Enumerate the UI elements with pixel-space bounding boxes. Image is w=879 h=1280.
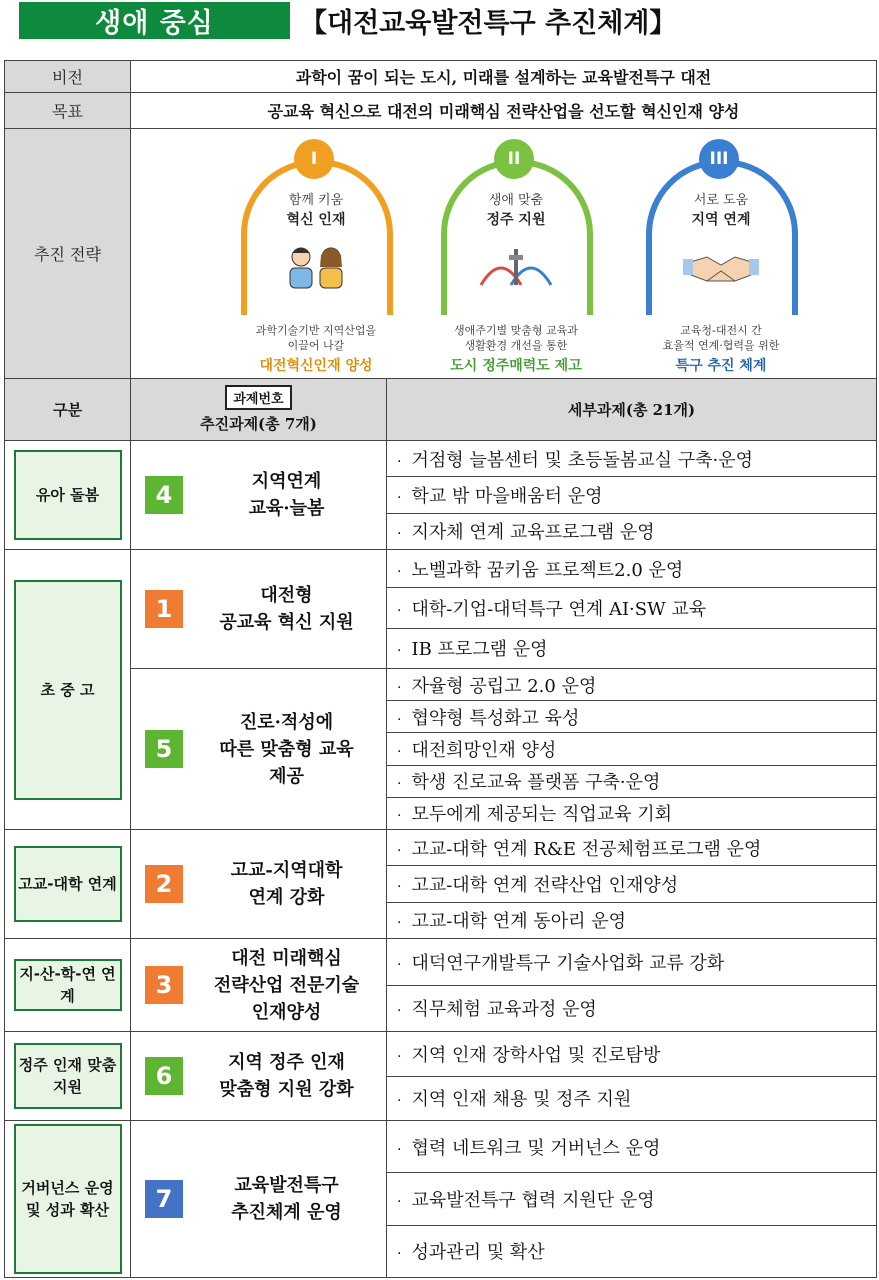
category-cell xyxy=(5,939,131,1032)
pillar-number-badge: I xyxy=(294,139,334,179)
bullet-icon: · xyxy=(397,776,402,793)
subtask-text: 대학-기업-대덕특구 연계 AI·SW 교육 xyxy=(411,598,707,620)
pillar-slogan: 특구 추진 체계 xyxy=(675,358,767,374)
vision-text: 과학이 꿈이 되는 도시, 미래를 설계하는 교육발전특구 대전 xyxy=(131,61,877,93)
subtask-item xyxy=(387,985,877,1032)
task-number-badge: 2 xyxy=(145,865,183,903)
goal-text: 공교육 혁신으로 대전의 미래핵심 전략산업을 선도할 혁신인재 양성 xyxy=(131,93,877,129)
bullet-icon: · xyxy=(397,743,402,760)
pillar-description: 생활환경 개선을 통한 xyxy=(464,339,568,352)
task-name xyxy=(189,582,384,636)
strategy-pillar-1 xyxy=(221,137,411,372)
subtask-text: 지역 인재 장학사업 및 진로탐방 xyxy=(411,1044,661,1066)
task-name-line: 지역 정주 인재 xyxy=(228,1052,345,1073)
pillar-description: 과학기술기반 지역산업을 xyxy=(255,324,377,337)
category-label: 초 중 고 xyxy=(14,580,122,800)
pillar-subtitle: 함께 키움 xyxy=(288,193,344,208)
subtask-item xyxy=(387,1076,877,1121)
subtask-text: 지자체 연계 교육프로그램 운영 xyxy=(411,522,655,544)
subtask-text: 자율형 공립고 2.0 운영 xyxy=(411,675,597,697)
category-label: 유아 돌봄 xyxy=(14,450,122,540)
strategy-panel xyxy=(131,129,877,379)
task-name-line: 추진체계 운영 xyxy=(231,1202,342,1223)
pillar-arch xyxy=(241,159,393,315)
task-name-line: 맞춤형 지원 강화 xyxy=(219,1079,354,1100)
bullet-icon: · xyxy=(397,1093,402,1110)
subtask-text: 성과관리 및 확산 xyxy=(411,1242,545,1264)
subtask-item xyxy=(387,939,877,986)
bullet-icon: · xyxy=(397,1048,402,1065)
task-number-badge: 3 xyxy=(145,966,183,1004)
bullet-icon: · xyxy=(397,842,402,859)
bullet-icon: · xyxy=(397,915,402,932)
handshake-icon xyxy=(681,241,761,291)
bullet-icon: · xyxy=(397,711,402,728)
bullet-icon: · xyxy=(397,563,402,580)
bullet-icon: · xyxy=(397,453,402,470)
task-number-label: 과제번호 xyxy=(225,385,291,410)
pillar-slogan: 도시 정주매력도 제고 xyxy=(450,358,582,374)
task-name-line: 진로·적성에 xyxy=(239,711,334,733)
task-name-line: 연계 강화 xyxy=(248,887,325,908)
bullet-icon: · xyxy=(397,1193,402,1210)
task-name-line: 지역연계 xyxy=(251,471,322,492)
category-cell xyxy=(5,1121,131,1278)
task-name-line: 대전형 xyxy=(260,585,313,606)
pillar-description: 효율적 연계·협력을 위한 xyxy=(662,339,780,352)
subtask-text: 교육발전특구 협력 지원단 운영 xyxy=(411,1189,655,1211)
pillar-subtitle: 서로 도움 xyxy=(693,193,749,208)
subtask-text: 고교-대학 연계 동아리 운영 xyxy=(411,911,626,933)
task-number-badge: 4 xyxy=(145,476,183,514)
subtask-text: 고교-대학 연계 전략산업 인재양성 xyxy=(411,874,679,896)
subtask-item xyxy=(387,441,877,477)
pillar-number-badge: II xyxy=(494,139,534,179)
subtask-item xyxy=(387,628,877,668)
subtask-item xyxy=(387,797,877,829)
bridge-icon xyxy=(476,241,556,291)
task-name-line: 제공 xyxy=(269,765,304,787)
subtask-text: 고교-대학 연계 R&E 전공체험프로그램 운영 xyxy=(411,838,762,860)
subtask-item xyxy=(387,1032,877,1077)
category-label: 지-산-학-연 연계 xyxy=(14,959,122,1011)
subtask-item xyxy=(387,588,877,628)
task-cell xyxy=(131,939,387,1032)
task-name-line: 교육·늘봄 xyxy=(248,498,325,519)
strategy-pillar-2 xyxy=(421,137,611,372)
pillar-arch xyxy=(646,159,798,315)
bullet-icon: · xyxy=(397,1246,402,1263)
subtask-item xyxy=(387,513,877,549)
task-number-badge: 7 xyxy=(145,1180,183,1218)
people-icon xyxy=(276,241,356,291)
subtask-item xyxy=(387,830,877,866)
bullet-icon: · xyxy=(397,1003,402,1020)
pillar-slogan: 대전혁신인재 양성 xyxy=(259,358,373,374)
task-name-line: 교육발전특구 xyxy=(234,1175,339,1196)
pillar-title: 혁신 인재 xyxy=(286,212,346,228)
pillar-description: 이끌어 나갈 xyxy=(287,339,345,352)
pillar-description: 생애주기별 맞춤형 교육과 xyxy=(454,324,578,337)
pillar-title: 지역 연계 xyxy=(691,212,751,228)
subtasks-header: 세부과제(총 21개) xyxy=(387,379,877,441)
task-cell xyxy=(131,550,387,669)
bullet-icon: · xyxy=(397,643,402,660)
bullet-icon: · xyxy=(397,808,402,825)
task-name xyxy=(189,857,384,911)
bullet-icon: · xyxy=(397,679,402,696)
subtask-text: 대덕연구개발특구 기술사업화 교류 강화 xyxy=(411,952,725,974)
task-cell xyxy=(131,1121,387,1278)
task-name-line: 전략산업 전문기술 xyxy=(213,974,360,996)
task-name xyxy=(189,1049,384,1103)
task-name xyxy=(189,709,384,790)
task-name xyxy=(189,468,384,522)
category-label: 고교-대학 연계 xyxy=(14,846,122,922)
subtask-text: 학교 밖 마을배움터 운영 xyxy=(411,485,603,507)
category-cell xyxy=(5,1032,131,1121)
subtask-text: 학생 진로교육 플랫폼 구축·운영 xyxy=(411,772,661,794)
header-badge: 생애 중심 xyxy=(19,2,290,39)
page-title: 【대전교육발전특구 추진체계】 xyxy=(300,8,677,39)
subtask-item xyxy=(387,1173,877,1225)
category-cell xyxy=(5,441,131,550)
subtask-item xyxy=(387,733,877,765)
task-name-line: 공교육 혁신 지원 xyxy=(219,612,354,633)
tasks-header-label: 추진과제(총 7개) xyxy=(200,415,317,433)
bullet-icon: · xyxy=(397,878,402,895)
subtask-item xyxy=(387,477,877,513)
subtask-item xyxy=(387,1121,877,1173)
subtask-text: 직무체험 교육과정 운영 xyxy=(411,999,597,1021)
subtask-text: 협약형 특성화고 육성 xyxy=(411,707,580,729)
subtask-text: 모두에게 제공되는 직업교육 기회 xyxy=(411,804,673,826)
subtask-item xyxy=(387,765,877,797)
task-name-line: 고교-지역대학 xyxy=(230,860,343,881)
subtask-text: IB 프로그램 운영 xyxy=(411,639,548,661)
subtask-text: 대전희망인재 양성 xyxy=(411,739,557,761)
vision-label: 비전 xyxy=(5,61,131,93)
task-number-badge: 1 xyxy=(145,590,183,628)
task-number-badge: 5 xyxy=(145,730,183,768)
task-name-line: 인재양성 xyxy=(251,1001,322,1023)
task-name xyxy=(189,1172,384,1226)
category-cell xyxy=(5,830,131,939)
subtask-item xyxy=(387,701,877,733)
subtask-item xyxy=(387,550,877,588)
task-name xyxy=(189,945,384,1026)
subtask-item xyxy=(387,669,877,701)
bullet-icon: · xyxy=(397,956,402,973)
task-cell xyxy=(131,1032,387,1121)
bullet-icon: · xyxy=(397,602,402,619)
task-cell xyxy=(131,830,387,939)
subtask-text: 협력 네트워크 및 거버넌스 운영 xyxy=(411,1137,661,1159)
pillar-arch xyxy=(441,159,593,315)
pillar-description: 교육청-대전시 간 xyxy=(680,324,762,337)
bullet-icon: · xyxy=(397,489,402,506)
subtask-item xyxy=(387,866,877,902)
strategy-pillar-3 xyxy=(626,137,816,372)
bullet-icon: · xyxy=(397,1141,402,1158)
subtask-text: 노벨과학 꿈키움 프로젝트2.0 운영 xyxy=(411,559,684,581)
task-cell xyxy=(131,441,387,550)
subtask-item xyxy=(387,902,877,938)
tasks-header xyxy=(131,379,387,441)
category-label: 거버넌스 운영 및 성과 확산 xyxy=(14,1124,122,1274)
category-label: 정주 인재 맞춤 지원 xyxy=(14,1043,122,1109)
task-number-badge: 6 xyxy=(145,1057,183,1095)
subtask-text: 거점형 늘봄센터 및 초등돌봄교실 구축·운영 xyxy=(411,449,754,471)
pillar-number-badge: III xyxy=(699,139,739,179)
category-header: 구분 xyxy=(5,379,131,441)
bullet-icon: · xyxy=(397,526,402,543)
category-cell xyxy=(5,550,131,830)
subtask-text: 지역 인재 채용 및 정주 지원 xyxy=(411,1089,632,1111)
strategy-label: 추진 전략 xyxy=(5,129,131,379)
subtask-item xyxy=(387,1225,877,1277)
pillar-title: 정주 지원 xyxy=(486,212,546,228)
task-name-line: 따른 맞춤형 교육 xyxy=(219,738,354,760)
promotion-system-table xyxy=(4,60,877,1278)
task-cell xyxy=(131,669,387,830)
goal-label: 목표 xyxy=(5,93,131,129)
task-name-line: 대전 미래핵심 xyxy=(231,947,342,969)
pillar-subtitle: 생애 맞춤 xyxy=(488,193,544,208)
